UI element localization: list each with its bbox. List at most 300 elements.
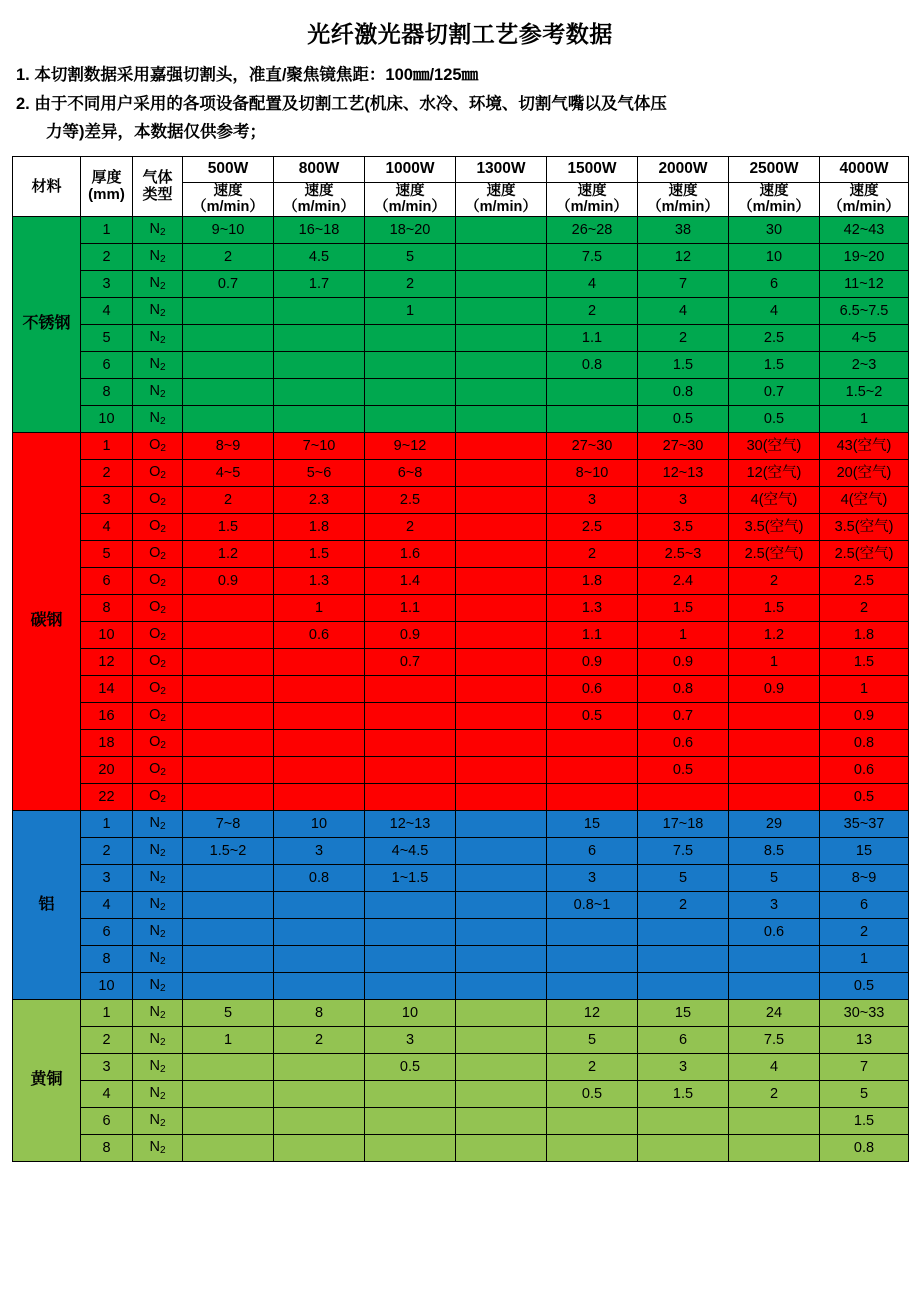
speed-cell-1300w (456, 406, 547, 433)
thickness-cell: 10 (81, 973, 133, 1000)
speed-cell-1500w: 26~28 (547, 217, 638, 244)
material-cell: 不锈钢 (13, 217, 81, 433)
speed-cell-4000w: 1 (820, 406, 909, 433)
gas-type-cell: $O_2$ (133, 595, 183, 622)
speed-cell-500w (183, 1108, 274, 1135)
gas-type-cell: $N_2$ (133, 271, 183, 298)
speed-cell-4000w: 0.9 (820, 703, 909, 730)
speed-cell-2000w: 1.5 (638, 1081, 729, 1108)
speed-cell-4000w: 2 (820, 595, 909, 622)
table-row (13, 676, 909, 703)
thickness-cell: 3 (81, 271, 133, 298)
speed-cell-2500w: 2.5(空气) (729, 541, 820, 568)
speed-cell-500w: 9~10 (183, 217, 274, 244)
speed-cell-2500w: 0.5 (729, 406, 820, 433)
speed-cell-500w: 0.9 (183, 568, 274, 595)
gas-type-cell: $O_2$ (133, 433, 183, 460)
speed-cell-1500w: 0.9 (547, 649, 638, 676)
speed-cell-800w (274, 730, 365, 757)
speed-cell-1300w (456, 352, 547, 379)
speed-cell-1500w: 0.5 (547, 1081, 638, 1108)
speed-cell-500w: 5 (183, 1000, 274, 1027)
header-thickness-line2: (mm) (88, 186, 125, 204)
speed-cell-800w (274, 406, 365, 433)
speed-cell-1300w (456, 541, 547, 568)
speed-cell-2500w (729, 1108, 820, 1135)
header-power-2500w: 2500W (729, 156, 820, 182)
speed-cell-800w: 1.7 (274, 271, 365, 298)
speed-cell-4000w: 13 (820, 1027, 909, 1054)
thickness-cell: 6 (81, 1108, 133, 1135)
table-row (13, 217, 909, 244)
speed-cell-1500w (547, 784, 638, 811)
speed-cell-800w: 4.5 (274, 244, 365, 271)
speed-cell-1000w: 0.7 (365, 649, 456, 676)
speed-unit: （m/min） (192, 199, 264, 216)
gas-type-cell: $O_2$ (133, 460, 183, 487)
header-speed-800w (274, 182, 365, 216)
speed-cell-800w: 1 (274, 595, 365, 622)
speed-cell-4000w: 8~9 (820, 865, 909, 892)
speed-cell-500w: 7~8 (183, 811, 274, 838)
speed-cell-2000w: 0.5 (638, 406, 729, 433)
speed-cell-500w (183, 919, 274, 946)
speed-cell-1500w (547, 757, 638, 784)
speed-cell-4000w: 20(空气) (820, 460, 909, 487)
speed-cell-2500w (729, 946, 820, 973)
gas-type-cell: $O_2$ (133, 568, 183, 595)
speed-cell-2000w: 0.7 (638, 703, 729, 730)
speed-cell-4000w: 2~3 (820, 352, 909, 379)
speed-cell-2500w: 1 (729, 649, 820, 676)
table-row (13, 730, 909, 757)
speed-cell-500w: 1.2 (183, 541, 274, 568)
gas-type-cell: $N_2$ (133, 865, 183, 892)
thickness-cell: 16 (81, 703, 133, 730)
speed-cell-1300w (456, 622, 547, 649)
speed-cell-2500w: 3 (729, 892, 820, 919)
speed-cell-4000w: 6 (820, 892, 909, 919)
speed-unit: （m/min） (283, 199, 355, 216)
speed-cell-2000w: 12~13 (638, 460, 729, 487)
speed-unit: （m/min） (828, 199, 900, 216)
speed-cell-2500w (729, 784, 820, 811)
table-row (13, 379, 909, 406)
speed-cell-1000w (365, 325, 456, 352)
table-row (13, 865, 909, 892)
table-row (13, 514, 909, 541)
speed-cell-2000w: 1.5 (638, 352, 729, 379)
speed-cell-1300w (456, 595, 547, 622)
header-speed-500w (183, 182, 274, 216)
speed-cell-800w (274, 676, 365, 703)
speed-cell-500w (183, 892, 274, 919)
speed-cell-500w: 4~5 (183, 460, 274, 487)
speed-cell-1000w (365, 379, 456, 406)
thickness-cell: 6 (81, 352, 133, 379)
thickness-cell: 6 (81, 919, 133, 946)
speed-cell-4000w: 30~33 (820, 1000, 909, 1027)
speed-label: 速度 (577, 182, 607, 199)
thickness-cell: 12 (81, 649, 133, 676)
speed-cell-4000w: 19~20 (820, 244, 909, 271)
speed-cell-2500w: 29 (729, 811, 820, 838)
speed-cell-800w: 5~6 (274, 460, 365, 487)
speed-cell-500w: 1.5 (183, 514, 274, 541)
speed-cell-1500w: 0.5 (547, 703, 638, 730)
speed-cell-2500w: 24 (729, 1000, 820, 1027)
speed-cell-1300w (456, 757, 547, 784)
speed-cell-1500w: 12 (547, 1000, 638, 1027)
speed-cell-1300w (456, 1135, 547, 1162)
material-cell: 碳钢 (13, 433, 81, 811)
speed-cell-1500w: 4 (547, 271, 638, 298)
speed-cell-1000w: 0.9 (365, 622, 456, 649)
speed-cell-2000w: 0.9 (638, 649, 729, 676)
speed-cell-1300w (456, 730, 547, 757)
speed-cell-2000w: 0.8 (638, 676, 729, 703)
speed-cell-2500w: 8.5 (729, 838, 820, 865)
speed-label: 速度 (213, 182, 243, 199)
speed-cell-2500w: 2.5 (729, 325, 820, 352)
speed-cell-1300w (456, 379, 547, 406)
header-power-1500w: 1500W (547, 156, 638, 182)
speed-cell-1300w (456, 811, 547, 838)
speed-cell-1300w (456, 973, 547, 1000)
speed-cell-2000w: 6 (638, 1027, 729, 1054)
speed-cell-500w (183, 1081, 274, 1108)
speed-cell-2000w: 15 (638, 1000, 729, 1027)
speed-cell-1000w: 0.5 (365, 1054, 456, 1081)
speed-cell-2500w: 10 (729, 244, 820, 271)
speed-cell-2500w: 1.2 (729, 622, 820, 649)
speed-cell-800w (274, 784, 365, 811)
speed-cell-4000w: 42~43 (820, 217, 909, 244)
speed-cell-2500w: 0.7 (729, 379, 820, 406)
thickness-cell: 3 (81, 1054, 133, 1081)
header-power-4000w: 4000W (820, 156, 909, 182)
speed-cell-4000w: 35~37 (820, 811, 909, 838)
thickness-cell: 8 (81, 946, 133, 973)
speed-cell-1300w (456, 838, 547, 865)
gas-type-cell: $N_2$ (133, 919, 183, 946)
speed-cell-1000w: 5 (365, 244, 456, 271)
speed-cell-4000w: 1.5 (820, 649, 909, 676)
table-row (13, 244, 909, 271)
speed-cell-2000w: 0.8 (638, 379, 729, 406)
speed-cell-1500w (547, 973, 638, 1000)
speed-cell-2000w: 38 (638, 217, 729, 244)
speed-cell-2500w: 6 (729, 271, 820, 298)
speed-cell-800w (274, 1081, 365, 1108)
speed-unit: （m/min） (556, 199, 628, 216)
header-row-power (13, 156, 909, 182)
speed-cell-1000w (365, 757, 456, 784)
header-power-800w: 800W (274, 156, 365, 182)
gas-type-cell: $O_2$ (133, 487, 183, 514)
table-row (13, 271, 909, 298)
header-power-1000w: 1000W (365, 156, 456, 182)
note-1: 1. 本切割数据采用嘉强切割头，准直/聚焦镜焦距：100㎜/125㎜ (16, 66, 479, 84)
speed-cell-1500w: 3 (547, 865, 638, 892)
speed-cell-1300w (456, 1108, 547, 1135)
speed-cell-1500w: 27~30 (547, 433, 638, 460)
thickness-cell: 5 (81, 541, 133, 568)
speed-cell-2000w: 3 (638, 487, 729, 514)
gas-type-cell: $N_2$ (133, 946, 183, 973)
speed-cell-800w (274, 298, 365, 325)
table-row (13, 541, 909, 568)
gas-type-cell: $N_2$ (133, 217, 183, 244)
speed-cell-2000w: 4 (638, 298, 729, 325)
thickness-cell: 8 (81, 595, 133, 622)
speed-label: 速度 (849, 182, 879, 199)
speed-cell-2000w (638, 1108, 729, 1135)
speed-cell-500w (183, 865, 274, 892)
speed-cell-2000w: 2 (638, 892, 729, 919)
speed-cell-2500w (729, 1135, 820, 1162)
speed-cell-1500w (547, 730, 638, 757)
speed-cell-1000w (365, 703, 456, 730)
speed-cell-800w: 0.6 (274, 622, 365, 649)
speed-cell-800w (274, 892, 365, 919)
gas-type-cell: $N_2$ (133, 1108, 183, 1135)
gas-type-cell: $N_2$ (133, 1081, 183, 1108)
gas-type-cell: $O_2$ (133, 730, 183, 757)
speed-cell-1000w (365, 1108, 456, 1135)
speed-cell-2500w: 3.5(空气) (729, 514, 820, 541)
speed-cell-1300w (456, 865, 547, 892)
speed-cell-2500w: 7.5 (729, 1027, 820, 1054)
speed-cell-2500w: 5 (729, 865, 820, 892)
speed-cell-800w (274, 973, 365, 1000)
speed-cell-1500w (547, 406, 638, 433)
speed-cell-1000w: 1 (365, 298, 456, 325)
speed-cell-1000w: 3 (365, 1027, 456, 1054)
speed-unit: （m/min） (374, 199, 446, 216)
speed-cell-800w (274, 703, 365, 730)
gas-type-cell: $N_2$ (133, 892, 183, 919)
speed-label: 速度 (304, 182, 334, 199)
speed-cell-800w: 8 (274, 1000, 365, 1027)
speed-unit: （m/min） (465, 199, 537, 216)
thickness-cell: 4 (81, 1081, 133, 1108)
speed-cell-1000w: 18~20 (365, 217, 456, 244)
thickness-cell: 1 (81, 811, 133, 838)
thickness-cell: 4 (81, 892, 133, 919)
table-row (13, 757, 909, 784)
table-row (13, 1000, 909, 1027)
speed-cell-1500w: 3 (547, 487, 638, 514)
gas-type-cell: $N_2$ (133, 325, 183, 352)
speed-cell-1300w (456, 487, 547, 514)
speed-cell-2500w: 2 (729, 1081, 820, 1108)
speed-cell-1300w (456, 568, 547, 595)
gas-type-cell: $N_2$ (133, 811, 183, 838)
thickness-cell: 8 (81, 1135, 133, 1162)
gas-type-cell: $N_2$ (133, 298, 183, 325)
notes-block (16, 63, 908, 146)
speed-cell-4000w: 0.6 (820, 757, 909, 784)
speed-cell-1500w: 5 (547, 1027, 638, 1054)
speed-cell-1300w (456, 946, 547, 973)
table-body (13, 217, 909, 1162)
gas-type-cell: $N_2$ (133, 1135, 183, 1162)
speed-cell-1300w (456, 892, 547, 919)
speed-cell-800w: 0.8 (274, 865, 365, 892)
table-row (13, 325, 909, 352)
table-row (13, 298, 909, 325)
speed-cell-2500w: 30 (729, 217, 820, 244)
table-row (13, 595, 909, 622)
header-speed-2500w (729, 182, 820, 216)
speed-cell-2500w (729, 973, 820, 1000)
speed-cell-2500w (729, 730, 820, 757)
speed-cell-500w (183, 622, 274, 649)
speed-cell-500w (183, 730, 274, 757)
speed-cell-1500w: 1.1 (547, 622, 638, 649)
speed-cell-1300w (456, 1054, 547, 1081)
speed-cell-2000w: 27~30 (638, 433, 729, 460)
speed-cell-800w: 1.5 (274, 541, 365, 568)
speed-cell-4000w: 1 (820, 946, 909, 973)
speed-cell-1000w (365, 973, 456, 1000)
speed-cell-4000w: 0.8 (820, 1135, 909, 1162)
speed-cell-500w: 1 (183, 1027, 274, 1054)
thickness-cell: 2 (81, 460, 133, 487)
gas-type-cell: $N_2$ (133, 973, 183, 1000)
speed-cell-1300w (456, 703, 547, 730)
speed-cell-1300w (456, 676, 547, 703)
speed-cell-1000w: 1~1.5 (365, 865, 456, 892)
speed-cell-1000w: 1.4 (365, 568, 456, 595)
speed-label: 速度 (395, 182, 425, 199)
speed-cell-500w (183, 973, 274, 1000)
speed-cell-2000w: 17~18 (638, 811, 729, 838)
table-row (13, 1054, 909, 1081)
speed-cell-500w: 8~9 (183, 433, 274, 460)
speed-cell-1500w: 7.5 (547, 244, 638, 271)
speed-cell-2500w: 12(空气) (729, 460, 820, 487)
speed-cell-1000w: 6~8 (365, 460, 456, 487)
table-row (13, 703, 909, 730)
table-row (13, 649, 909, 676)
table-head (13, 156, 909, 216)
thickness-cell: 3 (81, 865, 133, 892)
speed-cell-500w (183, 784, 274, 811)
thickness-cell: 10 (81, 622, 133, 649)
speed-cell-1300w (456, 919, 547, 946)
speed-cell-1500w: 0.8 (547, 352, 638, 379)
speed-cell-1000w: 2 (365, 271, 456, 298)
speed-cell-800w (274, 919, 365, 946)
table-row (13, 1027, 909, 1054)
speed-cell-800w: 16~18 (274, 217, 365, 244)
thickness-cell: 10 (81, 406, 133, 433)
speed-cell-1300w (456, 298, 547, 325)
speed-cell-2000w: 5 (638, 865, 729, 892)
header-speed-4000w (820, 182, 909, 216)
table-row (13, 973, 909, 1000)
table-row (13, 946, 909, 973)
speed-cell-500w: 2 (183, 487, 274, 514)
table-row (13, 487, 909, 514)
speed-cell-4000w: 1 (820, 676, 909, 703)
speed-cell-1000w (365, 676, 456, 703)
speed-unit: （m/min） (647, 199, 719, 216)
speed-cell-2500w: 0.9 (729, 676, 820, 703)
speed-cell-4000w: 15 (820, 838, 909, 865)
thickness-cell: 2 (81, 1027, 133, 1054)
speed-cell-4000w: 0.5 (820, 784, 909, 811)
speed-cell-800w (274, 325, 365, 352)
header-power-2000w: 2000W (638, 156, 729, 182)
speed-cell-1500w: 6 (547, 838, 638, 865)
speed-cell-4000w: 3.5(空气) (820, 514, 909, 541)
cutting-parameters-table (12, 156, 909, 1162)
speed-cell-800w (274, 352, 365, 379)
speed-cell-1500w: 2 (547, 298, 638, 325)
speed-cell-1000w (365, 352, 456, 379)
thickness-cell: 18 (81, 730, 133, 757)
speed-cell-800w: 10 (274, 811, 365, 838)
speed-cell-1500w: 8~10 (547, 460, 638, 487)
speed-cell-1500w: 2.5 (547, 514, 638, 541)
thickness-cell: 4 (81, 514, 133, 541)
speed-cell-1500w: 0.6 (547, 676, 638, 703)
speed-cell-800w (274, 1135, 365, 1162)
thickness-cell: 5 (81, 325, 133, 352)
speed-label: 速度 (668, 182, 698, 199)
note-2: 2. 由于不同用户采用的各项设备配置及切割工艺(机床、水冷、环境、切割气嘴以及气体压 (16, 94, 667, 113)
speed-cell-2000w: 3.5 (638, 514, 729, 541)
speed-cell-800w: 1.8 (274, 514, 365, 541)
material-cell: 铝 (13, 811, 81, 1000)
speed-cell-1300w (456, 460, 547, 487)
thickness-cell: 6 (81, 568, 133, 595)
gas-type-cell: $O_2$ (133, 514, 183, 541)
speed-cell-4000w: 7 (820, 1054, 909, 1081)
speed-cell-4000w: 4(空气) (820, 487, 909, 514)
speed-cell-500w (183, 676, 274, 703)
speed-cell-1000w (365, 730, 456, 757)
header-speed-1500w (547, 182, 638, 216)
header-gas (133, 156, 183, 216)
speed-cell-2000w (638, 973, 729, 1000)
speed-cell-2500w: 1.5 (729, 595, 820, 622)
speed-cell-800w (274, 946, 365, 973)
gas-type-cell: $O_2$ (133, 757, 183, 784)
speed-cell-1500w: 0.8~1 (547, 892, 638, 919)
speed-cell-800w (274, 379, 365, 406)
speed-cell-500w (183, 379, 274, 406)
speed-cell-1300w (456, 649, 547, 676)
thickness-cell: 2 (81, 244, 133, 271)
gas-type-cell: $O_2$ (133, 541, 183, 568)
speed-cell-1000w (365, 892, 456, 919)
gas-type-cell: $O_2$ (133, 703, 183, 730)
speed-cell-2500w: 0.6 (729, 919, 820, 946)
page-title: 光纤激光器切割工艺参考数据 (307, 21, 613, 47)
speed-cell-1000w: 1.6 (365, 541, 456, 568)
speed-cell-1000w: 9~12 (365, 433, 456, 460)
gas-type-cell: $O_2$ (133, 676, 183, 703)
header-thickness-line1: 厚度 (91, 169, 122, 187)
speed-cell-500w: 1.5~2 (183, 838, 274, 865)
speed-cell-1000w (365, 946, 456, 973)
speed-cell-4000w: 11~12 (820, 271, 909, 298)
speed-cell-1500w: 1.1 (547, 325, 638, 352)
